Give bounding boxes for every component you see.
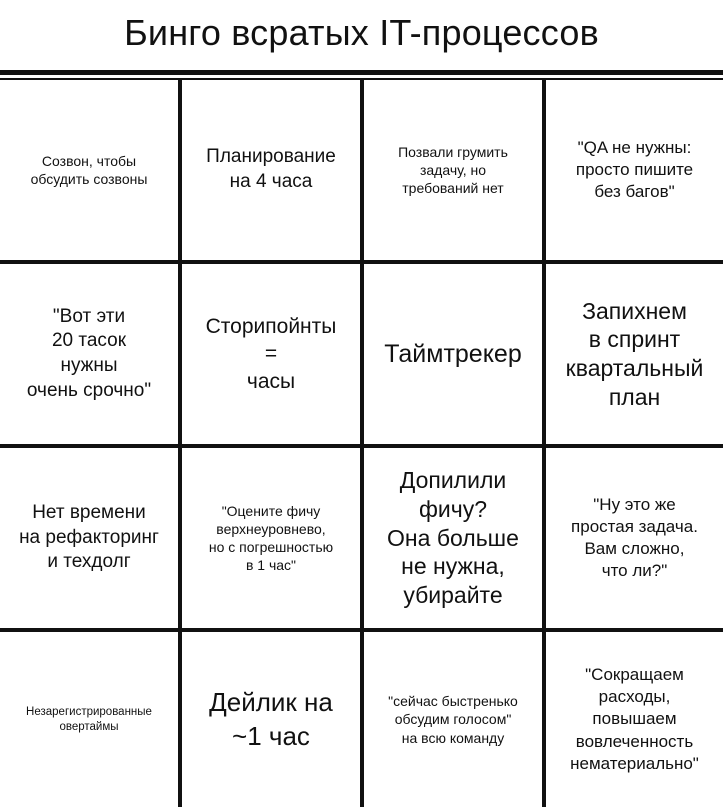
page-title-text: Бинго всратых IT-процессов	[124, 12, 599, 53]
bingo-cell-text: Таймтрекер	[384, 340, 522, 368]
bingo-cell	[0, 264, 178, 444]
bingo-cell	[182, 632, 360, 807]
bingo-cell	[364, 80, 542, 260]
bingo-cell-text: "Оцените фичу верхнеуровнево, но с погрешностью в 1 час"	[208, 502, 334, 574]
bingo-cell-text: "сейчас быстренько обсудим голосом" на всю команду	[388, 693, 518, 746]
bingo-cell-text: Планирование на 4 часа	[206, 146, 336, 192]
bingo-cell-text: "Вот эти 20 тасок нужны очень срочно"	[26, 305, 152, 401]
bingo-cell	[546, 632, 723, 807]
bingo-cell-text: "Ну это же простая задача. Вам сложно, что ли?"	[571, 494, 698, 581]
bingo-cell-text: Позвали грумить задачу, но требований нет	[398, 143, 508, 197]
bingo-cell-text: "Сокращаем расходы, повышаем вовлеченность нематериально"	[570, 665, 699, 773]
bingo-cell	[546, 264, 723, 444]
bingo-cell	[364, 448, 542, 628]
bingo-cell	[182, 264, 360, 444]
bingo-cell	[182, 80, 360, 260]
bingo-cell	[0, 632, 178, 807]
bingo-grid	[0, 80, 723, 807]
bingo-cell	[364, 632, 542, 807]
bingo-cell	[546, 448, 723, 628]
bingo-cell-text: Запихнем в спринт квартальный план	[565, 297, 704, 410]
bingo-cell	[546, 80, 723, 260]
bingo-cell-text: Созвон, чтобы обсудить созвоны	[30, 152, 148, 187]
title-divider-thick	[0, 70, 723, 75]
bingo-cell-text: Допилили фичу? Она больше не нужна, убирайте	[387, 467, 519, 609]
bingo-cell	[0, 80, 178, 260]
bingo-cell-text: "QA не нужны: просто пишите без багов"	[575, 137, 694, 202]
bingo-cell-text: Дейлик на ~1 час	[209, 686, 333, 751]
bingo-cell-text: Незарегистрированные овертаймы	[26, 706, 152, 733]
bingo-cell	[0, 448, 178, 628]
bingo-cell-text: Нет времени на рефакторинг и техдолг	[19, 501, 159, 573]
bingo-cell	[182, 448, 360, 628]
page-title	[0, 0, 723, 66]
bingo-cell-text: Сторипойнты = часы	[205, 315, 337, 393]
bingo-cell	[364, 264, 542, 444]
